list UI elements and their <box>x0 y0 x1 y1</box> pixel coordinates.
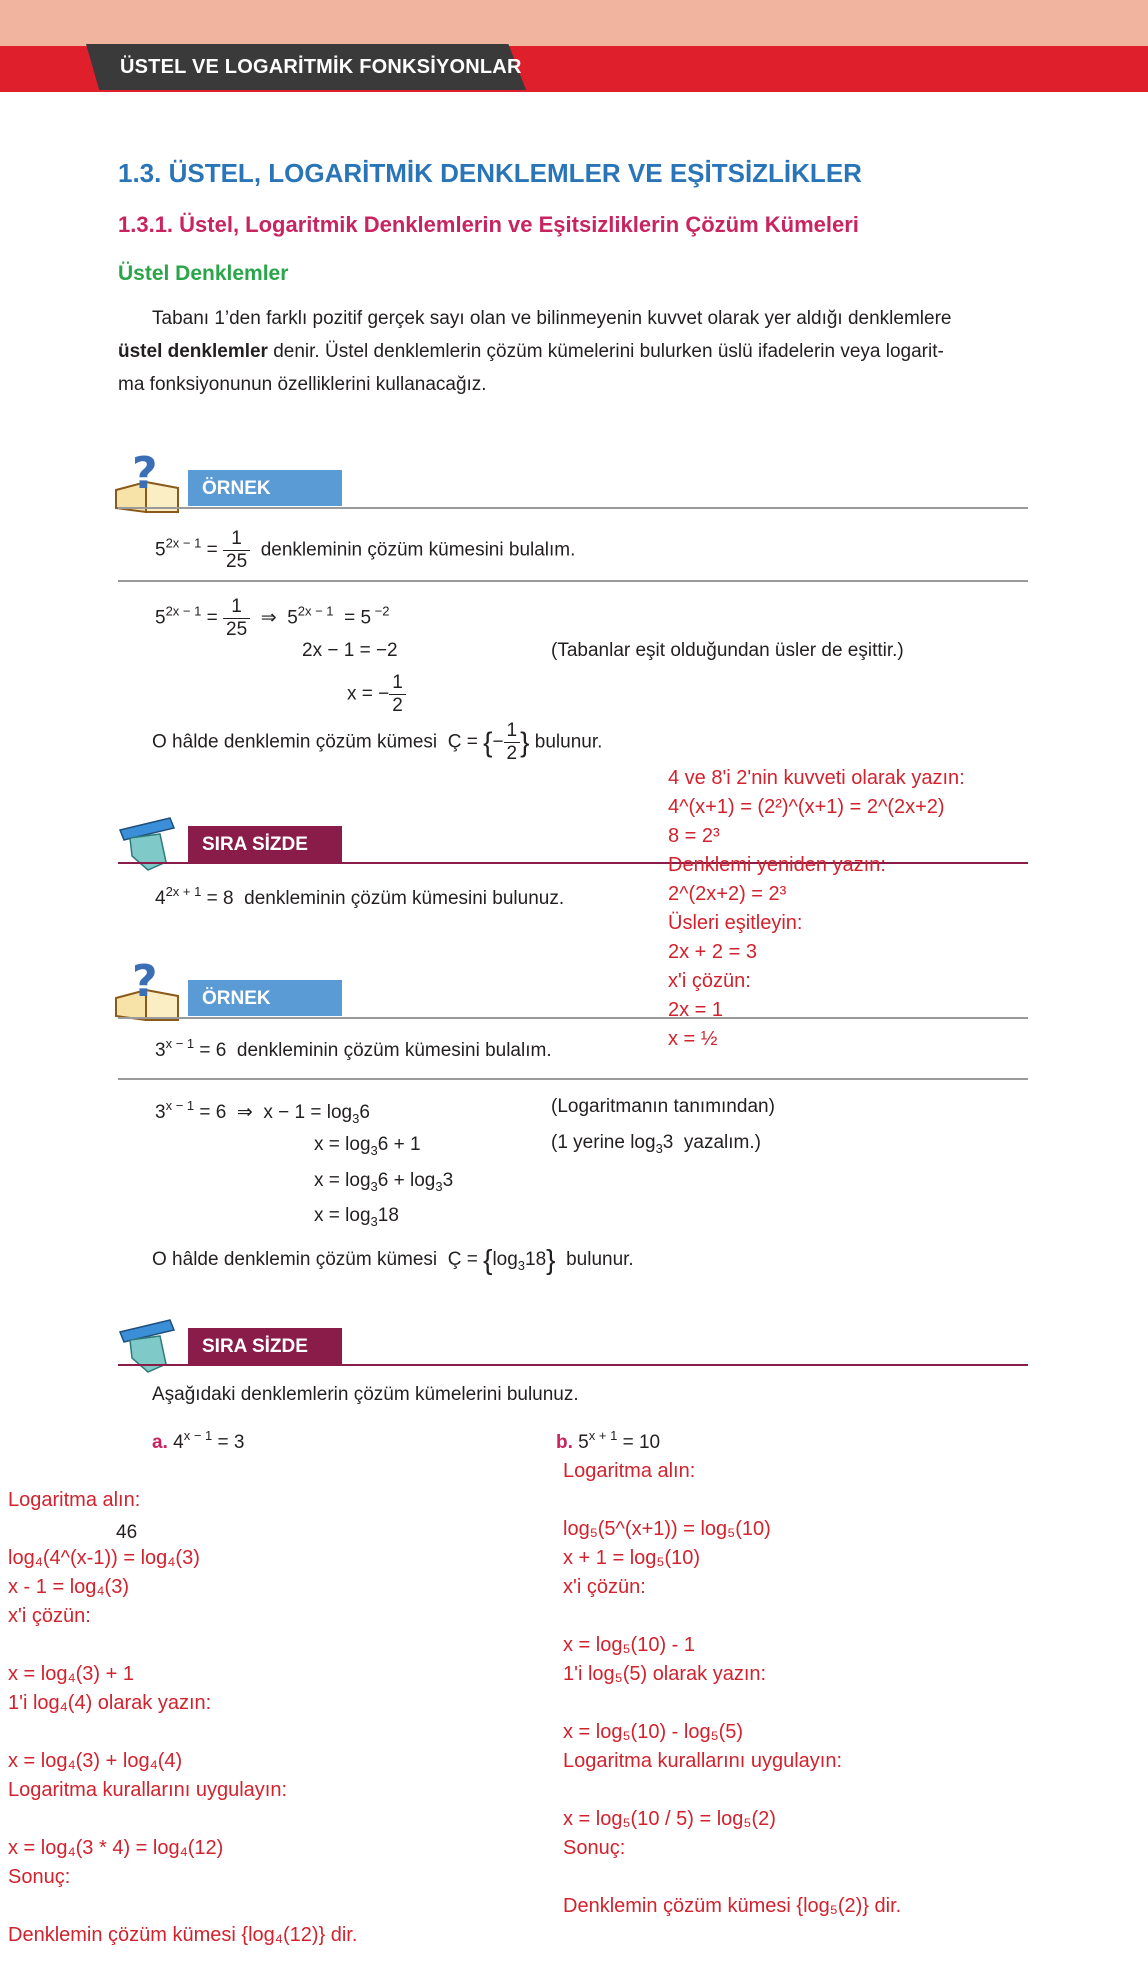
handwritten-line <box>563 1776 901 1805</box>
example-2-note-2: (1 yerine $\log_33$ yazalım.) <box>551 1132 761 1156</box>
handwritten-line <box>8 1892 357 1921</box>
handwritten-line: x = log₅(10) - log₅(5) <box>563 1721 744 1743</box>
intro-line-2 <box>118 335 944 368</box>
example-2-note-2-b: yazalım.) <box>683 1132 761 1153</box>
example-1-phrase: denkleminin çözüm kümesini bulalım. <box>260 539 576 561</box>
handwritten-line <box>8 1718 357 1747</box>
handwritten-line: 1'i log₄(4) olarak yazın: <box>8 1692 212 1714</box>
example-2-equation: $3^{x - 1} = 6$ denkleminin çözüm kümesini bulalım. <box>155 1036 552 1061</box>
handwritten-line: Logaritma kurallarını uygulayın: <box>563 1750 843 1772</box>
handwritten-line: 2x = 1 <box>668 999 724 1021</box>
handwritten-line: log₄(4^(x-1)) = log₄(3) <box>8 1547 200 1569</box>
example-2-step-2: $x = \log_36 + 1$ <box>314 1134 421 1158</box>
handwritten-line: x'i çözün: <box>563 1576 646 1598</box>
exercise-2-label-a: a. <box>152 1432 168 1453</box>
header-top-band <box>0 0 1148 46</box>
example-tag-1: ÖRNEK <box>188 470 342 506</box>
exercise-tag-1: SIRA SİZDE <box>188 826 342 862</box>
section-subtitle: 1.3.1. Üstel, Logaritmik Denklemlerin ve Eşitsizliklerin Çözüm Kümeleri <box>118 212 859 237</box>
handwritten-line: 8 = 2³ <box>668 825 720 847</box>
example-2-note-2-a: (1 yerine <box>551 1132 625 1153</box>
handwritten-line <box>563 1486 901 1515</box>
example-1-note: (Tabanlar eşit olduğundan üsler de eşittir.) <box>551 640 904 661</box>
handwritten-line: Üsleri eşitleyin: <box>668 912 803 934</box>
header-title: ÜSTEL VE LOGARİTMİK FONKSİYONLAR <box>120 56 522 78</box>
example-1-result: O hâlde denklemin çözüm kümesi Ç = {− $\frac{1}{2}$ } bulunur. <box>152 720 603 764</box>
intro-bold-term: üstel denklemler <box>118 341 268 362</box>
handwritten-line: Sonuç: <box>8 1866 71 1888</box>
handwritten-line: 2x + 2 = 3 <box>668 941 757 963</box>
example-2-step-3: $x = \log_36 + \log_33$ <box>314 1170 454 1194</box>
pencil-hand-icon <box>110 1310 184 1376</box>
section-title: 1.3. ÜSTEL, LOGARİTMİK DENKLEMLER VE EŞİTSİZLİKLER <box>118 158 862 188</box>
handwritten-line <box>563 1689 901 1718</box>
handwritten-line: log₅(5^(x+1)) = log₅(10) <box>563 1518 771 1540</box>
handwritten-line: x = log₅(10) - 1 <box>563 1634 696 1656</box>
handwritten-line: 4 ve 8'i 2'nin kuvveti olarak yazın: <box>668 767 965 789</box>
book-question-icon <box>112 958 184 1024</box>
handwritten-notes-left <box>8 1486 357 1950</box>
handwritten-line: x + 1 = log₅(10) <box>563 1547 701 1569</box>
intro-line-2-rest: denir. Üstel denklemlerin çözüm kümelerini bulurken üslü ifadelerin veya logarit- <box>267 341 944 362</box>
handwritten-line: 1'i log₅(5) olarak yazın: <box>563 1663 767 1685</box>
exercise-2-item-b: b. $5^{x + 1} = 10$ <box>556 1428 661 1453</box>
example-1-result-suffix: bulunur. <box>534 731 603 753</box>
example-1-equation: $5^{2x - 1}$ = $\frac{1}{25}$ denkleminin çözüm kümesini bulalım. <box>155 528 576 572</box>
example-1-step-3: x = − $\frac{1}{2}$ <box>347 672 406 717</box>
handwritten-line: Denklemin çözüm kümesi {log₅(2)} dir. <box>563 1895 902 1917</box>
handwritten-line: x = log₅(10 / 5) = log₅(2) <box>563 1808 776 1830</box>
handwritten-line: x'i çözün: <box>8 1605 91 1627</box>
example-2-note-1: (Logaritmanın tanımından) <box>551 1096 775 1117</box>
handwritten-line: Sonuç: <box>563 1837 626 1859</box>
handwritten-notes-right <box>563 1457 901 1921</box>
exercise-1-phrase: denkleminin çözüm kümesini bulunuz. <box>244 888 565 909</box>
handwritten-line: x = log₄(3 * 4) = log₄(12) <box>8 1837 224 1859</box>
handwritten-line <box>563 1863 901 1892</box>
handwritten-line: Logaritma kurallarını uygulayın: <box>8 1779 288 1801</box>
example-2-phrase: denkleminin çözüm kümesini bulalım. <box>236 1040 552 1061</box>
handwritten-line <box>8 1805 357 1834</box>
exercise-2-label-b: b. <box>556 1432 573 1453</box>
handwritten-notes-top <box>668 764 965 1054</box>
example-tag-2: ÖRNEK <box>188 980 342 1016</box>
example-1-step-1: $5^{2x - 1}$ = $\frac{1}{25}$ ⇒ $5^{2x - 1} = 5$ $^{-2}$ <box>155 596 390 640</box>
intro-line-3: ma fonksiyonunun özelliklerini kullanacağız. <box>118 374 487 395</box>
handwritten-line <box>8 1631 357 1660</box>
handwritten-line: Logaritma alın: <box>8 1489 141 1511</box>
handwritten-line: x - 1 = log₄(3) <box>8 1576 129 1598</box>
pencil-hand-icon <box>110 808 184 874</box>
intro-line-1: Tabanı 1’den farklı pozitif gerçek sayı olan ve bilinmeyenin kuvvet olarak yer aldığı denklemlere <box>152 308 952 329</box>
svg-text:?: ? <box>132 450 158 499</box>
example-1-separator <box>118 580 1028 582</box>
example-2-result: O hâlde denklemin çözüm kümesi Ç = $\{\log_318\}$ bulunur. <box>152 1244 634 1275</box>
example-2-separator <box>118 1078 1028 1080</box>
handwritten-line: x = ½ <box>668 1028 718 1050</box>
exercise-2-rule <box>118 1364 1028 1366</box>
example-1-result-prefix: O hâlde denklemin çözüm kümesi <box>152 731 438 753</box>
example-1-step-2: 2x − 1 = −2 <box>302 640 398 661</box>
svg-text:?: ? <box>132 958 158 1007</box>
handwritten-line: Denklemin çözüm kümesi {log₄(12)} dir. <box>8 1924 358 1946</box>
page-number: 46 <box>116 1522 138 1543</box>
section-subheading: Üstel Denklemler <box>118 262 289 285</box>
exercise-1-equation: $4^{2x + 1} = 8$ denkleminin çözüm kümesini bulunuz. <box>155 884 565 909</box>
handwritten-line: 2^(2x+2) = 2³ <box>668 883 787 905</box>
example-2-result-suffix: bulunur. <box>566 1249 634 1271</box>
handwritten-line: x = log₄(3) + 1 <box>8 1663 135 1685</box>
example-2-step-1: $3^{x - 1} = 6$ ⇒ $x - 1 = \log_36$ <box>155 1098 370 1126</box>
handwritten-line: 4^(x+1) = (2²)^(x+1) = 2^(2x+2) <box>668 796 945 818</box>
exercise-2-prompt: Aşağıdaki denklemlerin çözüm kümelerini bulunuz. <box>152 1384 579 1405</box>
example-1-top-rule <box>118 507 1028 509</box>
exercise-2-item-a: a. $4^{x - 1} = 3$ <box>152 1428 245 1453</box>
example-2-result-prefix: O hâlde denklemin çözüm kümesi <box>152 1249 438 1271</box>
handwritten-line: x = log₄(3) + log₄(4) <box>8 1750 183 1772</box>
handwritten-line: Logaritma alın: <box>563 1460 696 1482</box>
example-2-step-4: $x = \log_318$ <box>314 1205 399 1229</box>
handwritten-line <box>563 1602 901 1631</box>
handwritten-line: x'i çözün: <box>668 970 751 992</box>
exercise-tag-2: SIRA SİZDE <box>188 1328 342 1364</box>
handwritten-line: Denklemi yeniden yazın: <box>668 854 886 876</box>
